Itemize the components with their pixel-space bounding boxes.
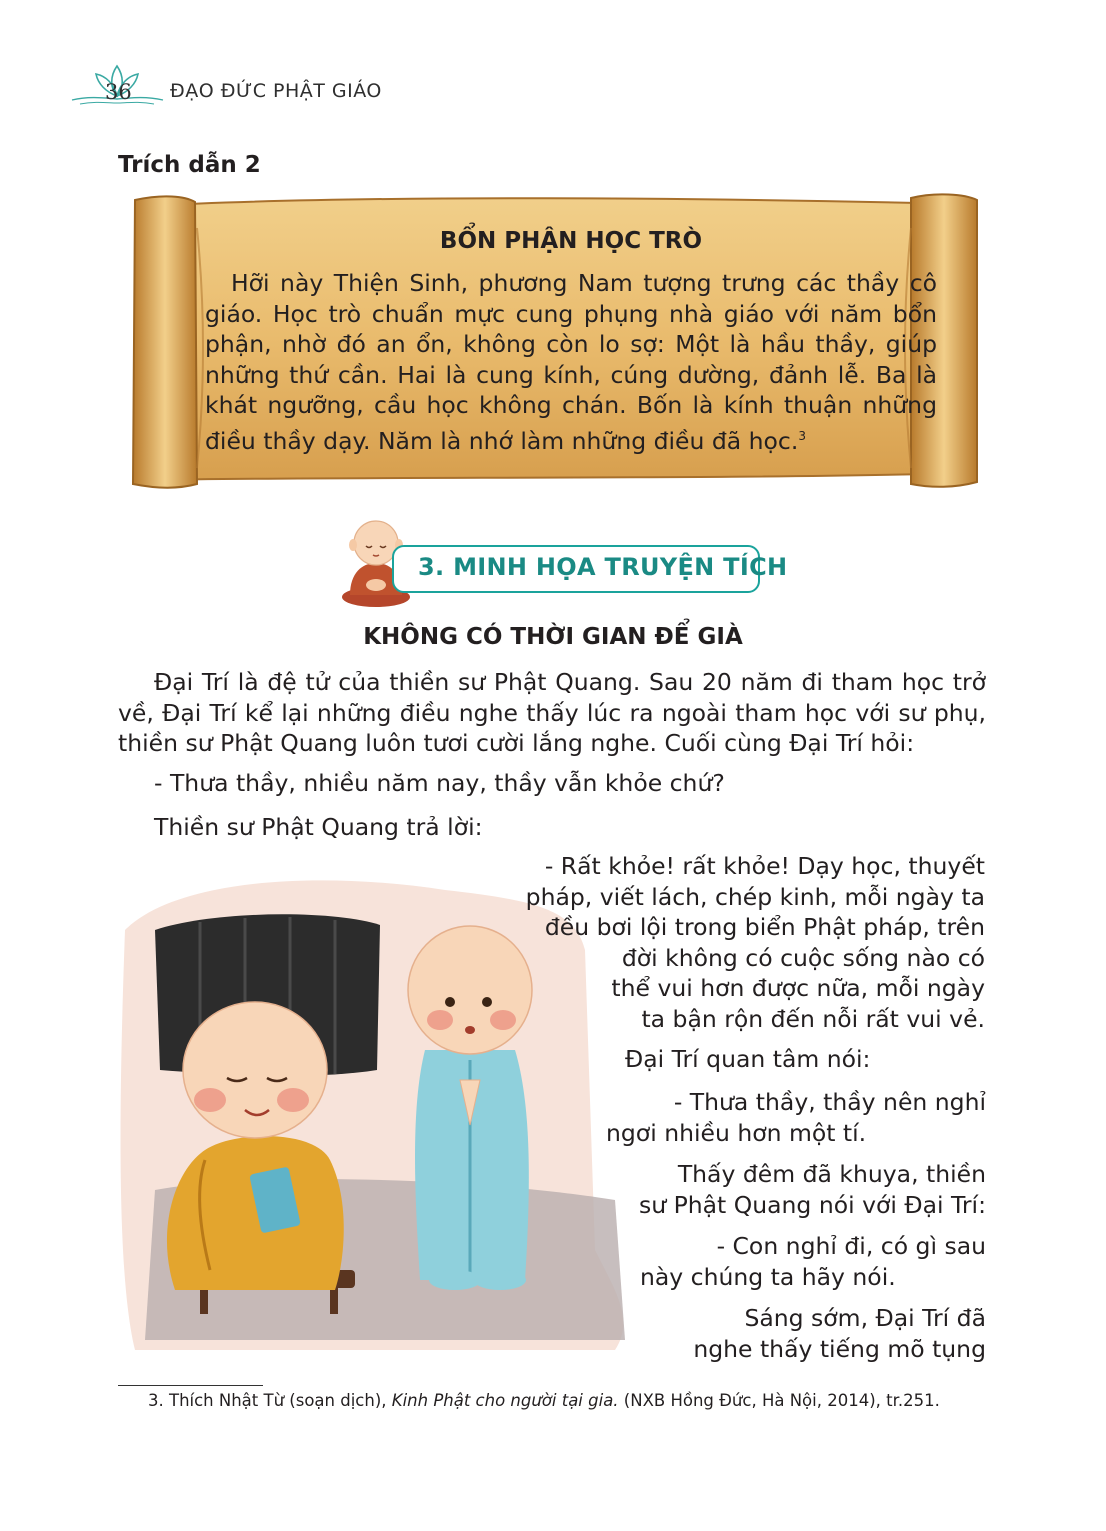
story-paragraph: Đại Trí là đệ tử của thiền sư Phật Quang. Sau 20 năm đi tham học trở về, Đại Trí kể lại những điều nghe thấy lúc ra ngoài tham học với sư phụ, thiền sư Phật Quang luôn tươi cười lắng nghe. Cuối cùng Đại Trí hỏi: xyxy=(118,668,986,757)
dialogue-line: thể vui hơn được nữa, mỗi ngày xyxy=(611,974,985,1002)
text-line: nghe thấy tiếng mõ tụng xyxy=(693,1334,986,1363)
footnote-suffix: (NXB Hồng Đức, Hà Nội, 2014), tr.251. xyxy=(618,1391,940,1410)
dialogue-block xyxy=(606,1087,986,1148)
section-heading: 3. MINH HỌA TRUYỆN TÍCH xyxy=(418,553,788,581)
story-paragraph: Thiền sư Phật Quang trả lời: xyxy=(154,813,483,841)
story-paragraph xyxy=(630,1303,986,1364)
dialogue-block xyxy=(640,1231,986,1292)
dialogue-line: - Thưa thầy, nhiều năm nay, thầy vẫn khỏe chứ? xyxy=(154,769,725,797)
dialogue-line: - Thưa thầy, thầy nên nghỉ xyxy=(673,1088,986,1116)
running-header: ĐẠO ĐỨC PHẬT GIÁO xyxy=(170,80,382,102)
page-number: 36 xyxy=(105,80,132,104)
dialogue-line: - Con nghỉ đi, có gì sau xyxy=(716,1232,986,1260)
dialogue-line: ta bận rộn đến nỗi rất vui vẻ. xyxy=(641,1004,985,1033)
text-line: Thấy đêm đã khuya, thiền xyxy=(677,1160,986,1188)
dialogue-line: này chúng ta hãy nói. xyxy=(640,1262,896,1291)
quote-title: BỔN PHẬN HỌC TRÒ xyxy=(439,228,703,254)
footnote-ref: 3 xyxy=(798,428,806,443)
dialogue-block xyxy=(495,851,985,1034)
dialogue-line: đều bơi lội trong biển Phật pháp, trên xyxy=(544,913,985,941)
dialogue-line: đời không có cuộc sống nào có xyxy=(621,943,985,972)
quote-text: Hỡi này Thiện Sinh, phương Nam tượng trưng các thầy cô giáo. Học trò chuẩn mực cung phụng nhà giáo với năm bổn phận, nhờ đó an ổn, không còn lo sợ: Một là hầu thầy, giúp những thứ cần. Hai là cung kính, cúng dường, đảnh lễ. Ba là khát ngưỡng, cầu học không chán. Bốn là kính thuận những điều thầy dạy. Năm là nhớ làm những điều đã học. xyxy=(205,269,937,455)
footnote-divider xyxy=(118,1385,263,1386)
dialogue-line: pháp, viết lách, chép kinh, mỗi ngày ta xyxy=(525,882,985,911)
story-title: KHÔNG CÓ THỜI GIAN ĐỂ GIÀ xyxy=(363,624,743,650)
dialogue-line: - Rất khỏe! rất khỏe! Dạy học, thuyết xyxy=(544,852,985,880)
dialogue-line: ngơi nhiều hơn một tí. xyxy=(606,1118,867,1147)
footnote xyxy=(118,1390,986,1411)
footnote-prefix: 3. Thích Nhật Từ (soạn dịch), xyxy=(148,1391,392,1410)
text-line: Sáng sớm, Đại Trí đã xyxy=(744,1304,986,1332)
story-paragraph xyxy=(620,1159,986,1220)
quote-body xyxy=(205,268,937,456)
story-paragraph: Đại Trí quan tâm nói: xyxy=(625,1045,871,1073)
footnote-book-title: Kinh Phật cho người tại gia. xyxy=(391,1391,619,1410)
quote-label: Trích dẫn 2 xyxy=(118,152,261,178)
text-line: sư Phật Quang nói với Đại Trí: xyxy=(638,1190,986,1219)
